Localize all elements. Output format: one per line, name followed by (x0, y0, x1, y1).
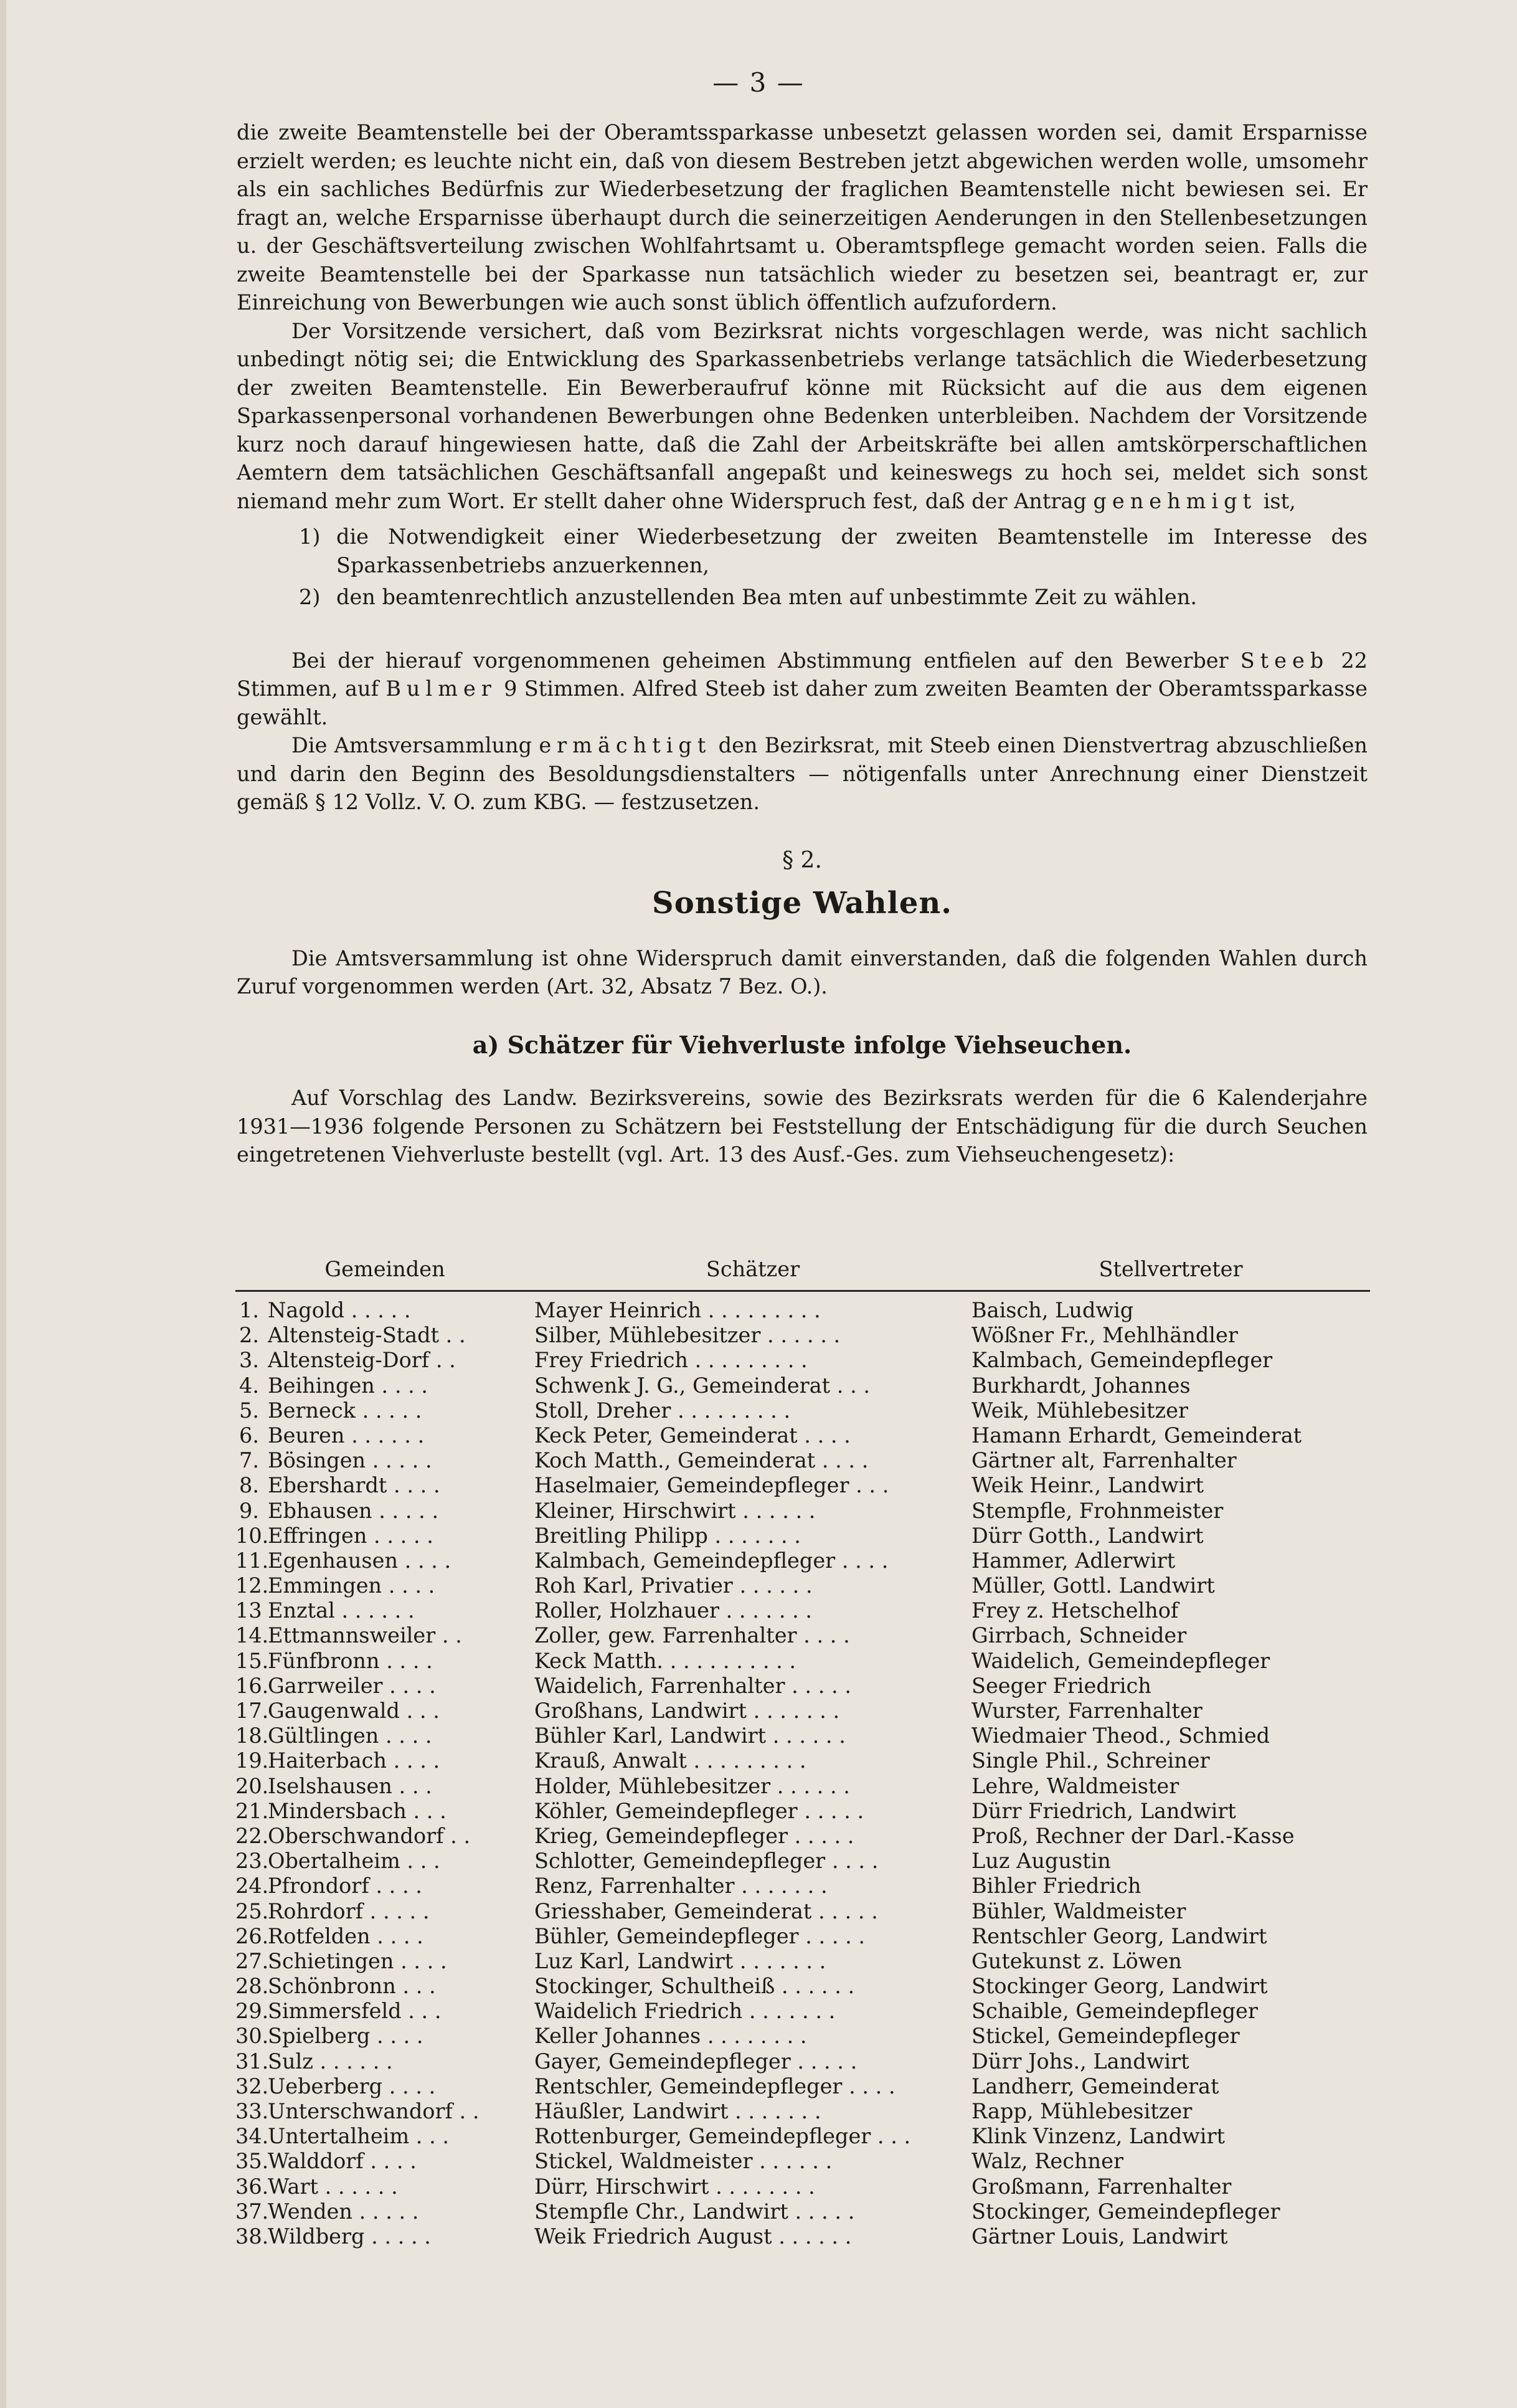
row-gemeinde: Spielberg . . . . (268, 2024, 423, 2049)
row-number: 30. (235, 2024, 269, 2049)
table-row (235, 1699, 1370, 1723)
row-stellvertreter: Weik, Mühlebesitzer (971, 1398, 1188, 1423)
table-row (235, 1899, 1370, 1924)
paragraph-2-text: Der Vorsitzende versichert, daß vom Bezirksrat nichts vorgeschlagen werde, was nicht sachlich unbedingt nötig sei; die Entwicklung des Sparkassenbetriebs verlange tatsächlich die Wiederbesetzung der zweiten Beamtenstelle. Ein Bewerberaufruf könne mit Rücksicht auf die aus dem eigenen Sparkassenpersonal vorhandenen Bewerbungen ohne Bedenken unterbleiben. Nachdem der Vorsitzende kurz noch darauf hingewiesen hatte, daß die Zahl der Arbeitskräfte bei allen amtskörperschaftlichen Aemtern dem tatsächlichen Geschäftsanfall angepaßt und keineswegs zu hoch sei, meldet sich sonst niemand mehr zum Wort. Er stellt daher ohne Widerspruch fest, daß der Antrag (237, 318, 1368, 513)
row-number: 13 (235, 1598, 262, 1623)
row-schaetzer: Luz Karl, Landwirt . . . . . . . (534, 1948, 826, 1973)
page-number: — 3 — (712, 67, 805, 98)
table-row (235, 1849, 1370, 1874)
table-row (235, 1448, 1370, 1473)
list-item (299, 523, 1368, 579)
row-number: 8. (239, 1473, 259, 1498)
row-number: 33. (235, 2099, 269, 2123)
row-schaetzer: Renz, Farrenhalter . . . . . . . (534, 1874, 828, 1898)
row-number: 34. (235, 2124, 269, 2149)
row-gemeinde: Oberschwandorf . . (268, 1823, 471, 1848)
row-number: 18. (235, 1723, 269, 1748)
row-schaetzer: Kalmbach, Gemeindepfleger . . . . (534, 1548, 889, 1573)
row-number: 6. (239, 1423, 259, 1448)
row-gemeinde: Wildberg . . . . . (268, 2224, 431, 2249)
row-stellvertreter: Walz, Rechner (971, 2149, 1123, 2174)
row-number: 3. (239, 1348, 259, 1373)
row-stellvertreter: Schaible, Gemeindepfleger (971, 1999, 1258, 2024)
row-number: 15. (235, 1648, 269, 1673)
row-number: 19. (235, 1748, 269, 1773)
table-row (235, 1298, 1370, 1323)
row-gemeinde: Gültlingen . . . . (268, 1723, 432, 1748)
header-gemeinden: Gemeinden (324, 1257, 445, 1281)
row-stellvertreter: Baisch, Ludwig (971, 1298, 1134, 1322)
row-stellvertreter: Stempfle, Frohnmeister (971, 1498, 1224, 1523)
decision-list (299, 523, 1368, 612)
row-schaetzer: Stickel, Waldmeister . . . . . . (534, 2149, 833, 2174)
row-stellvertreter: Lehre, Waldmeister (971, 1773, 1179, 1798)
row-schaetzer: Rentschler, Gemeindepfleger . . . . (534, 2074, 896, 2098)
table-row (235, 1373, 1370, 1398)
row-schaetzer: Schlotter, Gemeindepfleger . . . . (534, 1849, 879, 1874)
row-number: 12. (235, 1573, 269, 1598)
candidate-bulmer: Bulmer (385, 676, 497, 701)
row-schaetzer: Roller, Holzhauer . . . . . . . (534, 1598, 813, 1623)
paragraph-3-end: 9 Stimmen. Alfred Steeb ist daher zum zweiten Beamten der Oberamtssparkasse gewählt. (237, 676, 1368, 729)
row-stellvertreter: Weik Heinr., Landwirt (971, 1473, 1204, 1498)
table-row (235, 1824, 1370, 1849)
row-stellvertreter: Dürr Johs., Landwirt (971, 2049, 1189, 2074)
table-row (235, 1573, 1370, 1598)
table-row (235, 2099, 1370, 2124)
row-gemeinde: Ueberberg . . . . (268, 2074, 436, 2098)
row-schaetzer: Stoll, Dreher . . . . . . . . . (534, 1398, 791, 1423)
row-schaetzer: Roh Karl, Privatier . . . . . . (534, 1573, 813, 1598)
row-gemeinde: Altensteig-Stadt . . (268, 1323, 466, 1348)
row-schaetzer: Waidelich Friedrich . . . . . . . (534, 1999, 836, 2024)
row-stellvertreter: Gärtner Louis, Landwirt (971, 2224, 1228, 2249)
row-schaetzer: Bühler, Gemeindepfleger . . . . . (534, 1923, 866, 1948)
list-item-text: die Notwendigkeit einer Wiederbesetzung der zweiten Beamtenstelle im Interesse des Sparkassenbetriebs anzuerkennen, (336, 524, 1368, 577)
row-schaetzer: Holder, Mühlebesitzer . . . . . . (534, 1773, 850, 1798)
table-row (235, 1598, 1370, 1623)
row-number: 17. (235, 1699, 269, 1723)
row-number: 38. (235, 2224, 269, 2249)
row-stellvertreter: Waidelich, Gemeindepfleger (971, 1648, 1270, 1673)
row-gemeinde: Simmersfeld . . . (268, 1999, 442, 2024)
row-gemeinde: Rotfelden . . . . (268, 1923, 423, 1948)
row-schaetzer: Waidelich, Farrenhalter . . . . . (534, 1673, 851, 1698)
row-schaetzer: Stockinger, Schultheiß . . . . . . (534, 1974, 855, 1999)
row-gemeinde: Mindersbach . . . (268, 1798, 447, 1823)
row-schaetzer: Weik Friedrich August . . . . . . (534, 2224, 852, 2249)
row-stellvertreter: Stockinger, Gemeindepfleger (971, 2199, 1280, 2224)
paragraph-3-votes: 22 Stimmen, auf (237, 648, 1368, 701)
row-stellvertreter: Hammer, Adlerwirt (971, 1548, 1176, 1573)
table-row (235, 1548, 1370, 1573)
paragraph-4 (237, 731, 1368, 817)
table-row (235, 1323, 1370, 1348)
row-schaetzer: Stempfle Chr., Landwirt . . . . . (534, 2199, 855, 2224)
row-gemeinde: Gaugenwald . . . (268, 1699, 440, 1723)
row-schaetzer: Haselmaier, Gemeindepfleger . . . (534, 1473, 889, 1498)
table-row (235, 2224, 1370, 2249)
row-number: 29. (235, 1999, 269, 2024)
row-number: 26. (235, 1923, 269, 1948)
row-stellvertreter: Hamann Erhardt, Gemeinderat (971, 1423, 1302, 1448)
row-stellvertreter: Proß, Rechner der Darl.-Kasse (971, 1823, 1295, 1848)
row-gemeinde: Effringen . . . . . (268, 1523, 433, 1548)
row-schaetzer: Breitling Philipp . . . . . . . (534, 1523, 801, 1548)
row-gemeinde: Wenden . . . . . (268, 2199, 419, 2224)
row-gemeinde: Enztal . . . . . . (268, 1598, 415, 1623)
row-stellvertreter: Seeger Friedrich (971, 1673, 1151, 1698)
paragraph-4-text: Die Amtsversammlung (291, 733, 532, 757)
table-row (235, 1723, 1370, 1748)
row-schaetzer: Kleiner, Hirschwirt . . . . . . (534, 1498, 816, 1523)
row-number: 28. (235, 1974, 269, 1999)
table-row (235, 1924, 1370, 1949)
table-row (235, 2049, 1370, 2074)
row-gemeinde: Beuren . . . . . . (268, 1423, 425, 1448)
row-schaetzer: Griesshaber, Gemeinderat . . . . . (534, 1898, 878, 1923)
row-gemeinde: Altensteig-Dorf . . (268, 1348, 456, 1373)
table-row (235, 1999, 1370, 2024)
row-stellvertreter: Wurster, Farrenhalter (971, 1699, 1203, 1723)
row-number: 37. (235, 2199, 269, 2224)
row-gemeinde: Sulz . . . . . . (268, 2049, 393, 2074)
row-schaetzer: Bühler Karl, Landwirt . . . . . . (534, 1723, 846, 1748)
row-number: 2. (239, 1323, 259, 1348)
table-row (235, 1774, 1370, 1799)
section-intro: Die Amtsversammlung ist ohne Widerspruch damit einverstanden, daß die folgenden Wahlen durch Zuruf vorgenommen werden (Art. 32, Absatz 7 Bez. O.). (237, 946, 1368, 998)
row-gemeinde: Beihingen . . . . (268, 1373, 428, 1398)
page-edge (0, 0, 6, 2408)
row-stellvertreter: Burkhardt, Johannes (971, 1373, 1191, 1398)
row-stellvertreter: Müller, Gottl. Landwirt (971, 1573, 1215, 1598)
table-row (235, 1949, 1370, 1974)
paragraph-4-emphasis: ermächtigt (539, 733, 712, 757)
row-stellvertreter: Dürr Friedrich, Landwirt (971, 1798, 1236, 1823)
document-body (237, 118, 1368, 1169)
table-row (235, 1799, 1370, 1824)
table-row (235, 1623, 1370, 1648)
row-number: 9. (239, 1498, 259, 1523)
table-row (235, 1674, 1370, 1699)
row-stellvertreter: Luz Augustin (971, 1849, 1111, 1874)
row-schaetzer: Keck Matth. . . . . . . . . . . (534, 1648, 796, 1673)
row-number: 35. (235, 2149, 269, 2174)
table-row (235, 1649, 1370, 1674)
row-schaetzer: Gayer, Gemeindepfleger . . . . . (534, 2049, 858, 2074)
table-row (235, 1473, 1370, 1498)
row-number: 23. (235, 1849, 269, 1874)
table-row (235, 2124, 1370, 2149)
row-gemeinde: Emmingen . . . . (268, 1573, 435, 1598)
table-row (235, 1348, 1370, 1373)
row-stellvertreter: Wößner Fr., Mehlhändler (971, 1323, 1238, 1348)
list-item-number: 1) (299, 524, 321, 549)
row-schaetzer: Keller Johannes . . . . . . . . (534, 2024, 807, 2049)
row-gemeinde: Untertalheim . . . (268, 2124, 450, 2149)
table-row (235, 1974, 1370, 1999)
row-number: 7. (239, 1448, 259, 1473)
row-stellvertreter: Girrbach, Schneider (971, 1623, 1187, 1648)
row-stellvertreter: Wiedmaier Theod., Schmied (971, 1723, 1270, 1748)
row-schaetzer: Köhler, Gemeindepfleger . . . . . (534, 1798, 864, 1823)
row-stellvertreter: Dürr Gotth., Landwirt (971, 1523, 1204, 1548)
row-number: 22. (235, 1823, 269, 1848)
paragraph-3-text: Bei der hierauf vorgenommenen geheimen Abstimmung entfielen auf den Bewerber (291, 648, 1229, 673)
appraisers-table (235, 1257, 1370, 2249)
row-stellvertreter: Bihler Friedrich (971, 1874, 1141, 1898)
row-schaetzer: Rottenburger, Gemeindepfleger . . . (534, 2124, 911, 2149)
section-number: § 2. (782, 847, 822, 873)
table-row (235, 1499, 1370, 1524)
row-number: 32. (235, 2074, 269, 2098)
table-row (235, 2149, 1370, 2174)
row-gemeinde: Schönbronn . . . (268, 1974, 436, 1999)
table-row (235, 1524, 1370, 1548)
header-schaetzer: Schätzer (706, 1257, 800, 1281)
list-item (299, 583, 1368, 612)
section-title: Sonstige Wahlen. (652, 886, 952, 921)
row-number: 11. (235, 1548, 269, 1573)
subsection-intro: Auf Vorschlag des Landw. Bezirksvereins, sowie des Bezirksrats werden für die 6 Kalenderjahre 1931—1936 folgende Personen zu Schätzern bei Feststellung der Entschädigung für die durch Seuchen eingetretenen Viehverluste bestellt (vgl. Art. 13 des Ausf.-Ges. zum Viehseuchengesetz): (237, 1086, 1368, 1167)
row-number: 25. (235, 1898, 269, 1923)
row-stellvertreter: Stockinger Georg, Landwirt (971, 1974, 1268, 1999)
table-row (235, 2024, 1370, 2049)
row-gemeinde: Berneck . . . . . (268, 1398, 422, 1423)
subsection-heading: a) Schätzer für Viehverluste infolge Viehseuchen. (472, 1030, 1132, 1059)
row-schaetzer: Schwenk J. G., Gemeinderat . . . (534, 1373, 871, 1398)
row-stellvertreter: Kalmbach, Gemeindepfleger (971, 1348, 1273, 1373)
row-gemeinde: Ettmannsweiler . . (268, 1623, 462, 1648)
paragraph-2-emphasis: genehmigt (1093, 488, 1257, 513)
row-number: 10. (235, 1523, 269, 1548)
paragraph-4-end: den Bezirksrat, mit Steeb einen Dienstvertrag abzuschließen und darin den Beginn des Besoldungsdienstalters — nötigenfalls unter Anrechnung einer Dienstzeit gemäß § 12 Vollz. V. O. zum KBG. — festzusetzen. (237, 733, 1368, 814)
row-stellvertreter: Großmann, Farrenhalter (971, 2174, 1232, 2199)
row-schaetzer: Silber, Mühlebesitzer . . . . . . (534, 1323, 841, 1348)
row-schaetzer: Frey Friedrich . . . . . . . . . (534, 1348, 808, 1373)
row-schaetzer: Koch Matth., Gemeinderat . . . . (534, 1448, 869, 1473)
row-gemeinde: Schietingen . . . . (268, 1948, 447, 1973)
table-row (235, 1748, 1370, 1773)
candidate-steeb: Steeb (1240, 648, 1330, 673)
row-schaetzer: Häußler, Landwirt . . . . . . . (534, 2099, 821, 2123)
row-gemeinde: Egenhausen . . . . (268, 1548, 451, 1573)
row-gemeinde: Fünfbronn . . . . (268, 1648, 433, 1673)
row-number: 31. (235, 2049, 269, 2074)
row-schaetzer: Mayer Heinrich . . . . . . . . . (534, 1298, 821, 1322)
row-stellvertreter: Gärtner alt, Farrenhalter (971, 1448, 1237, 1473)
row-number: 14. (235, 1623, 269, 1648)
row-gemeinde: Ebershardt . . . . (268, 1473, 440, 1498)
row-gemeinde: Obertalheim . . . (268, 1849, 440, 1874)
row-number: 5. (239, 1398, 259, 1423)
row-stellvertreter: Gutekunst z. Löwen (971, 1948, 1182, 1973)
row-stellvertreter: Frey z. Hetschelhof (971, 1598, 1179, 1623)
paragraph-1: die zweite Beamtenstelle bei der Oberamtssparkasse unbesetzt gelassen worden sei, damit Ersparnisse erzielt werden; es leuchte nicht ein, daß von diesem Bestreben jetzt abgewichen werden wolle, umsomehr als ein sachliches Bedürfnis zur Wiederbesetzung der fraglichen Beamtenstelle nicht bewiesen sei. Er fragt an, welche Ersparnisse überhaupt durch die seinerzeitigen Aenderungen in den Stellenbesetzungen u. der Geschäftsverteilung zwischen Wohlfahrtsamt u. Oberamtspflege gemacht worden seien. Falls die zweite Beamtenstelle bei der Sparkasse nun tatsächlich wieder zu besetzen sei, beantragt er, zur Einreichung von Bewerbungen wie auch sonst üblich öffentlich aufzufordern. (237, 120, 1368, 315)
row-gemeinde: Nagold . . . . . (268, 1298, 411, 1322)
paragraph-3 (237, 647, 1368, 732)
row-gemeinde: Walddorf . . . . (268, 2149, 417, 2174)
table-row (235, 1874, 1370, 1898)
row-stellvertreter: Bühler, Waldmeister (971, 1898, 1186, 1923)
row-stellvertreter: Stickel, Gemeindepfleger (971, 2024, 1240, 2049)
table-header (235, 1257, 1370, 1292)
paragraph-2 (237, 317, 1368, 516)
row-stellvertreter: Klink Vinzenz, Landwirt (971, 2124, 1225, 2149)
header-stellvertreter: Stellvertreter (1099, 1257, 1243, 1281)
row-number: 36. (235, 2174, 269, 2199)
row-schaetzer: Großhans, Landwirt . . . . . . . (534, 1699, 840, 1723)
row-schaetzer: Krauß, Anwalt . . . . . . . . . (534, 1748, 806, 1773)
row-number: 4. (239, 1373, 259, 1398)
table-row (235, 1398, 1370, 1423)
row-schaetzer: Krieg, Gemeindepfleger . . . . . (534, 1823, 854, 1848)
list-item-text: den beamtenrechtlich anzustellenden Bea mten auf unbestimmte Zeit zu wählen. (336, 585, 1197, 609)
row-gemeinde: Unterschwandorf . . (268, 2099, 480, 2123)
row-number: 16. (235, 1673, 269, 1698)
paragraph-2-end: ist, (1263, 488, 1296, 513)
row-number: 27. (235, 1948, 269, 1973)
row-gemeinde: Pfrondorf . . . . (268, 1874, 422, 1898)
table-body (235, 1298, 1370, 2249)
row-stellvertreter: Rentschler Georg, Landwirt (971, 1923, 1267, 1948)
row-number: 24. (235, 1874, 269, 1898)
row-schaetzer: Keck Peter, Gemeinderat . . . . (534, 1423, 851, 1448)
row-gemeinde: Garrweiler . . . . (268, 1673, 436, 1698)
table-row (235, 1423, 1370, 1448)
row-number: 21. (235, 1798, 269, 1823)
row-gemeinde: Rohrdorf . . . . . (268, 1898, 430, 1923)
row-schaetzer: Zoller, gew. Farrenhalter . . . . (534, 1623, 850, 1648)
row-stellvertreter: Landherr, Gemeinderat (971, 2074, 1219, 2098)
row-gemeinde: Iselshausen . . . (268, 1773, 432, 1798)
row-gemeinde: Bösingen . . . . . (268, 1448, 432, 1473)
row-schaetzer: Dürr, Hirschwirt . . . . . . . . (534, 2174, 815, 2199)
row-gemeinde: Ebhausen . . . . . (268, 1498, 439, 1523)
row-stellvertreter: Single Phil., Schreiner (971, 1748, 1210, 1773)
table-row (235, 2074, 1370, 2099)
row-number: 20. (235, 1773, 269, 1798)
row-gemeinde: Haiterbach . . . . (268, 1748, 440, 1773)
table-row (235, 2199, 1370, 2224)
table-row (235, 2174, 1370, 2199)
row-gemeinde: Wart . . . . . . (268, 2174, 398, 2199)
row-number: 1. (239, 1298, 259, 1322)
list-item-number: 2) (299, 585, 321, 609)
row-stellvertreter: Rapp, Mühlebesitzer (971, 2099, 1193, 2123)
